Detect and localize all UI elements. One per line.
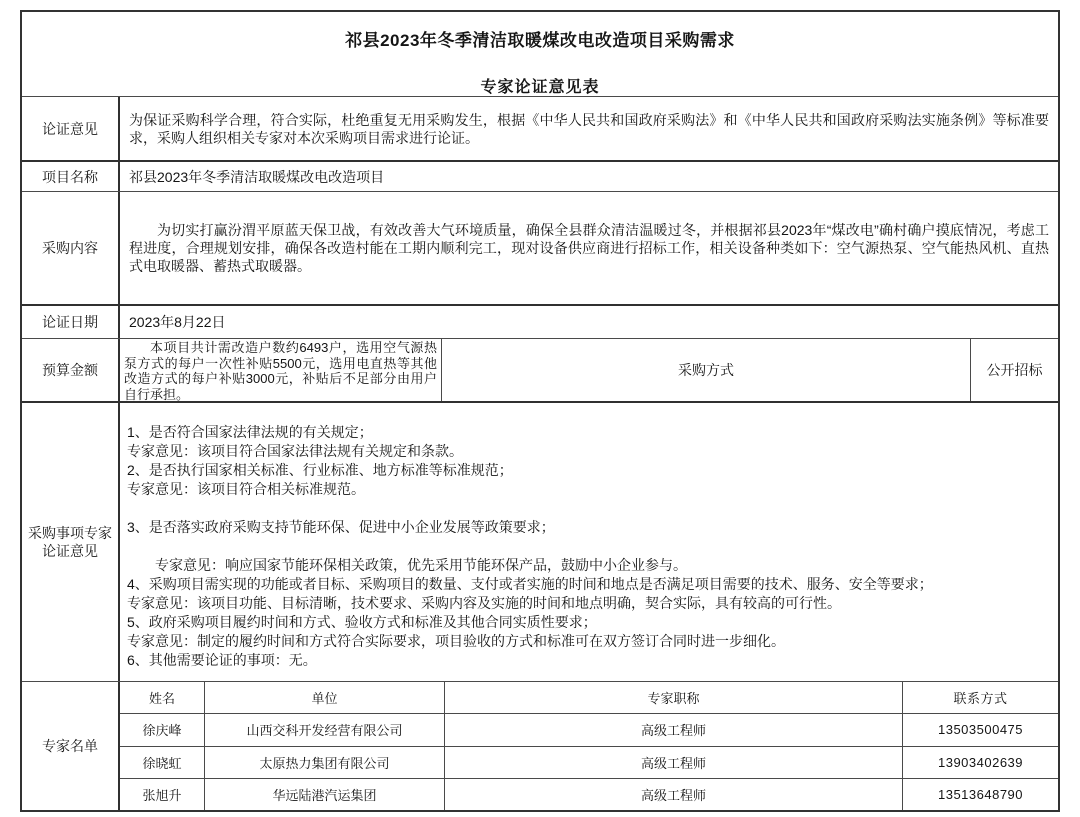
experts-col-org: 单位 bbox=[205, 682, 445, 713]
opinion-line: 专家意见：该项目功能、目标清晰，技术要求、采购内容及实施的时间和地点明确，契合实际，具有较高的可行性。 bbox=[127, 595, 841, 611]
row-demonstration-date bbox=[22, 304, 1058, 338]
demonstration-date-value: 2023年8月22日 bbox=[129, 314, 226, 330]
procurement-method-label: 采购方式 bbox=[442, 339, 971, 401]
label-demonstration-opinion: 论证意见 bbox=[22, 97, 120, 160]
experts-table bbox=[120, 682, 1058, 810]
procurement-method-value: 公开招标 bbox=[986, 362, 1043, 378]
label-expert-opinions: 采购事项专家论证意见 bbox=[22, 403, 120, 681]
project-name-text bbox=[120, 162, 1058, 191]
demonstration-opinion-paragraph: 为保证采购科学合理，符合实际，杜绝重复无用采购发生，根据《中华人民共和国政府采购法》和《中华人民共和国政府采购法实施条例》等标准要求，采购人组织相关专家对本次采购项目需求进行论证。 bbox=[129, 111, 1049, 146]
opinion-line: 专家意见：该项目符合相关标准规范。 bbox=[127, 481, 365, 497]
expert-name: 徐庆峰 bbox=[120, 714, 205, 745]
expert-row bbox=[120, 746, 1058, 778]
experts-col-name: 姓名 bbox=[120, 682, 205, 713]
expert-name: 张旭升 bbox=[120, 779, 205, 810]
experts-col-phone: 联系方式 bbox=[953, 691, 1008, 707]
opinion-line: 6、其他需要论证的事项：无。 bbox=[127, 652, 317, 668]
row-procurement-content bbox=[22, 191, 1058, 304]
expert-org: 华远陆港汽运集团 bbox=[205, 779, 445, 810]
opinion-line-blank bbox=[127, 499, 1048, 518]
expert-org: 山西交科开发经营有限公司 bbox=[205, 714, 445, 745]
expert-opinion-form bbox=[20, 10, 1060, 812]
opinion-line: 专家意见：响应国家节能环保相关政策，优先采用节能环保产品，鼓励中小企业参与。 bbox=[127, 557, 687, 573]
expert-title: 高级工程师 bbox=[445, 747, 903, 778]
document-subtitle: 专家论证意见表 bbox=[480, 79, 600, 96]
expert-row bbox=[120, 778, 1058, 810]
opinion-line: 5、政府采购项目履约时间和方式、验收方式和标准及其他合同实质性要求； bbox=[127, 614, 597, 630]
opinion-line: 2、是否执行国家相关标准、行业标准、地方标准等标准规范； bbox=[127, 462, 513, 478]
expert-row bbox=[120, 713, 1058, 745]
procurement-content-text bbox=[120, 192, 1058, 304]
opinion-line: 1、是否符合国家法律法规的有关规定； bbox=[127, 424, 373, 440]
expert-phone: 13903402639 bbox=[937, 754, 1024, 770]
label-demonstration-date: 论证日期 bbox=[22, 306, 120, 338]
row-project-name bbox=[22, 160, 1058, 191]
row-expert-opinions bbox=[22, 401, 1058, 681]
expert-phone: 13513648790 bbox=[937, 786, 1024, 802]
opinion-line: 专家意见：该项目符合国家法律法规有关规定和条款。 bbox=[127, 443, 463, 459]
expert-org: 太原热力集团有限公司 bbox=[205, 747, 445, 778]
expert-title: 高级工程师 bbox=[445, 779, 903, 810]
project-name-value: 祁县2023年冬季清洁取暖煤改电改造项目 bbox=[129, 168, 385, 185]
row-demonstration-opinion bbox=[22, 96, 1058, 160]
opinion-line: 4、采购项目需实现的功能或者目标、采购项目的数量、支付或者实施的时间和地点是否满足项目需要的技术、服务、安全等要求； bbox=[127, 576, 933, 592]
label-procurement-content: 采购内容 bbox=[22, 192, 120, 304]
label-budget-amount: 预算金额 bbox=[22, 339, 120, 401]
document-title: 祁县2023年冬季清洁取暖煤改电改造项目采购需求 bbox=[345, 31, 735, 50]
expert-opinions-list bbox=[120, 403, 1058, 681]
expert-title: 高级工程师 bbox=[445, 714, 903, 745]
expert-name: 徐晓虹 bbox=[120, 747, 205, 778]
budget-amount-text: 本项目共计需改造户数约6493户，选用空气源热泵方式的每户一次性补贴5500元，选用电直热等其他改造方式的每户补贴3000元，补贴后不足部分由用户自行承担。 bbox=[120, 339, 442, 401]
label-project-name: 项目名称 bbox=[22, 162, 120, 191]
title-block bbox=[22, 12, 1058, 96]
label-expert-list: 专家名单 bbox=[22, 682, 120, 810]
demonstration-date-text bbox=[120, 306, 1058, 338]
procurement-content-paragraph: 为切实打赢汾渭平原蓝天保卫战，有效改善大气环境质量，确保全县群众清洁温暖过冬，并根据祁县2023年“煤改电”确村确户摸底情况，考虑工程进度，合理规划安排，确保各改造村能在工期内顺利完工，现对设备供应商进行招标工作，相关设备种类如下：空气源热泵、空气能热风机、直热式电取暖器、蓄热式取暖器。 bbox=[129, 222, 1049, 274]
row-expert-list bbox=[22, 681, 1058, 810]
expert-phone: 13503500475 bbox=[937, 722, 1024, 738]
demonstration-opinion-text bbox=[120, 97, 1058, 160]
experts-col-title: 专家职称 bbox=[445, 682, 903, 713]
opinion-line-blank bbox=[127, 537, 1048, 556]
row-budget bbox=[22, 338, 1058, 401]
opinion-line: 3、是否落实政府采购支持节能环保、促进中小企业发展等政策要求； bbox=[127, 519, 555, 535]
opinion-line: 专家意见：制定的履约时间和方式符合实际要求，项目验收的方式和标准可在双方签订合同时进一步细化。 bbox=[127, 633, 785, 649]
experts-header-row bbox=[120, 682, 1058, 713]
